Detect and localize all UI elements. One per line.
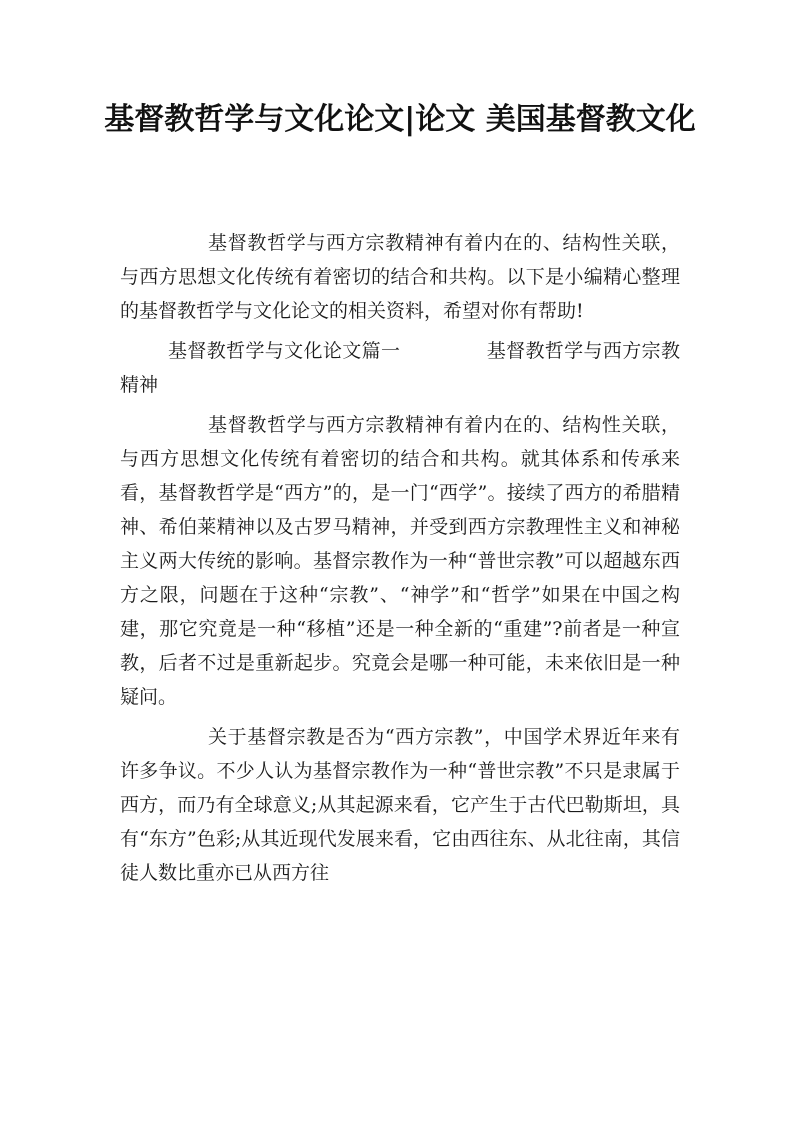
section-subtitle: 基督教哲学与西方宗教精神 xyxy=(120,340,680,396)
body-paragraph: 基督教哲学与西方宗教精神有着内在的、结构性关联，与西方思想文化传统有着密切的结合和共构。就其体系和传承来看，基督教哲学是“西方”的，是一门“西学”。接续了西方的希腊精神、希伯莱精神以及古罗马精神，并受到西方宗教理性主义和神秘主义两大传统的影响。基督宗教作为一种“普世宗教”可以超越东西方之限，问题在于这种“宗教”、“神学”和“哲学”如果在中国之构建，那它究竟是一种“移植”还是一种全新的“重建”?前者是一种宣教，后者不过是重新起步。究竟会是哪一种可能，未来依旧是一种疑问。 xyxy=(120,414,680,708)
document-body xyxy=(120,226,680,896)
intro-paragraph: 基督教哲学与西方宗教精神有着内在的、结构性关联，与西方思想文化传统有着密切的结合和共构。以下是小编精心整理的基督教哲学与文化论文的相关资料，希望对你有帮助! xyxy=(120,232,680,322)
section-heading xyxy=(120,334,680,402)
body-paragraph: 关于基督宗教是否为“西方宗教”，中国学术界近年来有许多争议。不少人认为基督宗教作为一种“普世宗教”不只是隶属于西方，而乃有全球意义;从其起源来看，它产生于古代巴勒斯坦，具有“东方”色彩;从其近现代发展来看，它由西往东、从北往南，其信徒人数比重亦已从西方往 xyxy=(120,726,680,884)
section-part-label: 基督教哲学与文化论文篇一 xyxy=(168,340,401,362)
document-title: 基督教哲学与文化论文|论文 美国基督教文化 xyxy=(104,102,696,137)
